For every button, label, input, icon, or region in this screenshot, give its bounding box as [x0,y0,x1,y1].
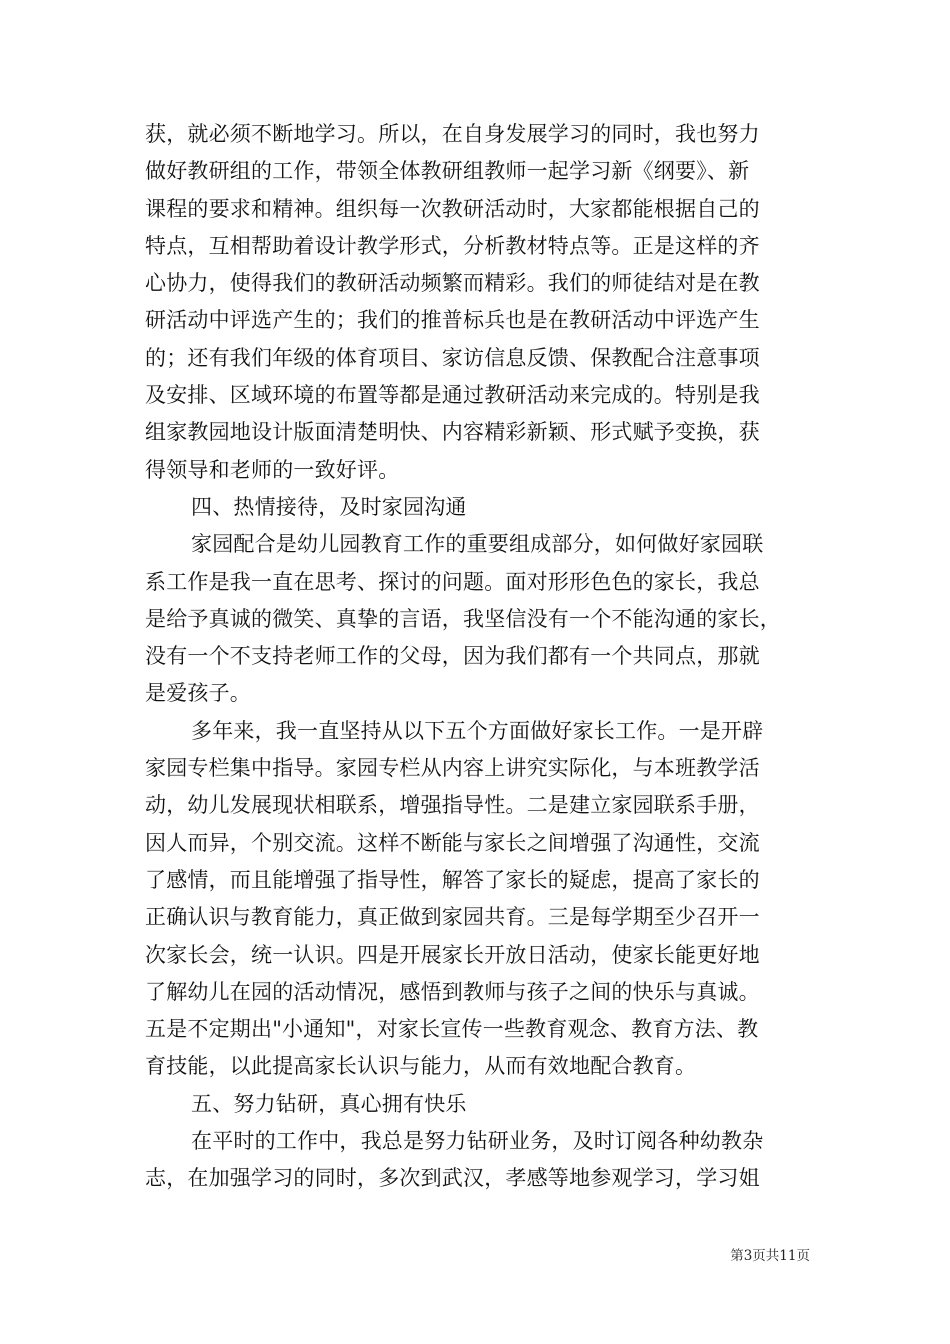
text-line: 了感情，而且能增强了指导性，解答了家长的疑虑，提高了家长的 [145,867,760,892]
text-line: 多年来，我一直坚持从以下五个方面做好家长工作。一是开辟 [191,718,764,743]
text-line: 动，幼儿发展现状相联系，增强指导性。二是建立家园联系手册， [145,793,760,818]
text-line: 因人而异，个别交流。这样不断能与家长之间增强了沟通性，交流 [145,830,760,855]
text-line: 特点，互相帮助着设计教学形式，分析教材特点等。正是这样的齐 [145,233,760,258]
text-line: 研活动中评选产生的；我们的推普标兵也是在教研活动中评选产生 [145,308,760,333]
text-line: 育技能，以此提高家长认识与能力，从而有效地配合教育。 [145,1054,697,1079]
text-line: 的；还有我们年级的体育项目、家访信息反馈、保教配合注意事项 [145,345,760,370]
text-line: 次家长会，统一认识。四是开展家长开放日活动，使家长能更好地 [145,942,760,967]
text-line: 没有一个不支持老师工作的父母，因为我们都有一个共同点，那就 [145,644,760,669]
text-line: 了解幼儿在园的活动情况，感悟到教师与孩子之间的快乐与真诚。 [145,979,760,1004]
text-line: 获，就必须不断地学习。所以，在自身发展学习的同时，我也努力 [145,122,760,146]
text-line: 正确认识与教育能力，真正做到家园共育。三是每学期至少召开一 [145,905,760,930]
text-line: 做好教研组的工作，带领全体教研组教师一起学习新《纲要》、新 [145,159,750,184]
section-heading: 四、热情接待，及时家园沟通 [191,494,467,519]
text-line: 五是不定期出"小通知"，对家长宣传一些教育观念、教育方法、教 [145,1017,759,1042]
text-line: 心协力，使得我们的教研活动频繁而精彩。我们的师徒结对是在教 [145,271,760,296]
text-line: 是爱孩子。 [145,681,251,706]
document-body [145,116,810,1198]
text-line: 家园专栏集中指导。家园专栏从内容上讲究实际化，与本班教学活 [145,756,760,781]
text-line: 志，在加强学习的同时，多次到武汉，孝感等地参观学习，学习姐 [145,1166,760,1191]
text-line: 课程的要求和精神。组织每一次教研活动时，大家都能根据自己的 [145,196,760,221]
section-heading: 五、努力钻研，真心拥有快乐 [191,1091,467,1116]
text-line: 家园配合是幼儿园教育工作的重要组成部分，如何做好家园联 [191,532,764,557]
text-line: 组家教园地设计版面清楚明快、内容精彩新颖、形式赋予变换，获 [145,420,760,445]
text-line: 及安排、区域环境的布置等都是通过教研活动来完成的。特别是我 [145,383,760,408]
page-number: 第3页共11页 [730,1248,810,1264]
text-line: 系工作是我一直在思考、探讨的问题。面对形形色色的家长，我总 [145,569,760,594]
text-line: 是给予真诚的微笑、真挚的言语，我坚信没有一个不能沟通的家长， [145,606,781,631]
text-line: 在平时的工作中，我总是努力钻研业务，及时订阅各种幼教杂 [191,1129,764,1154]
text-line: 得领导和老师的一致好评。 [145,457,400,482]
